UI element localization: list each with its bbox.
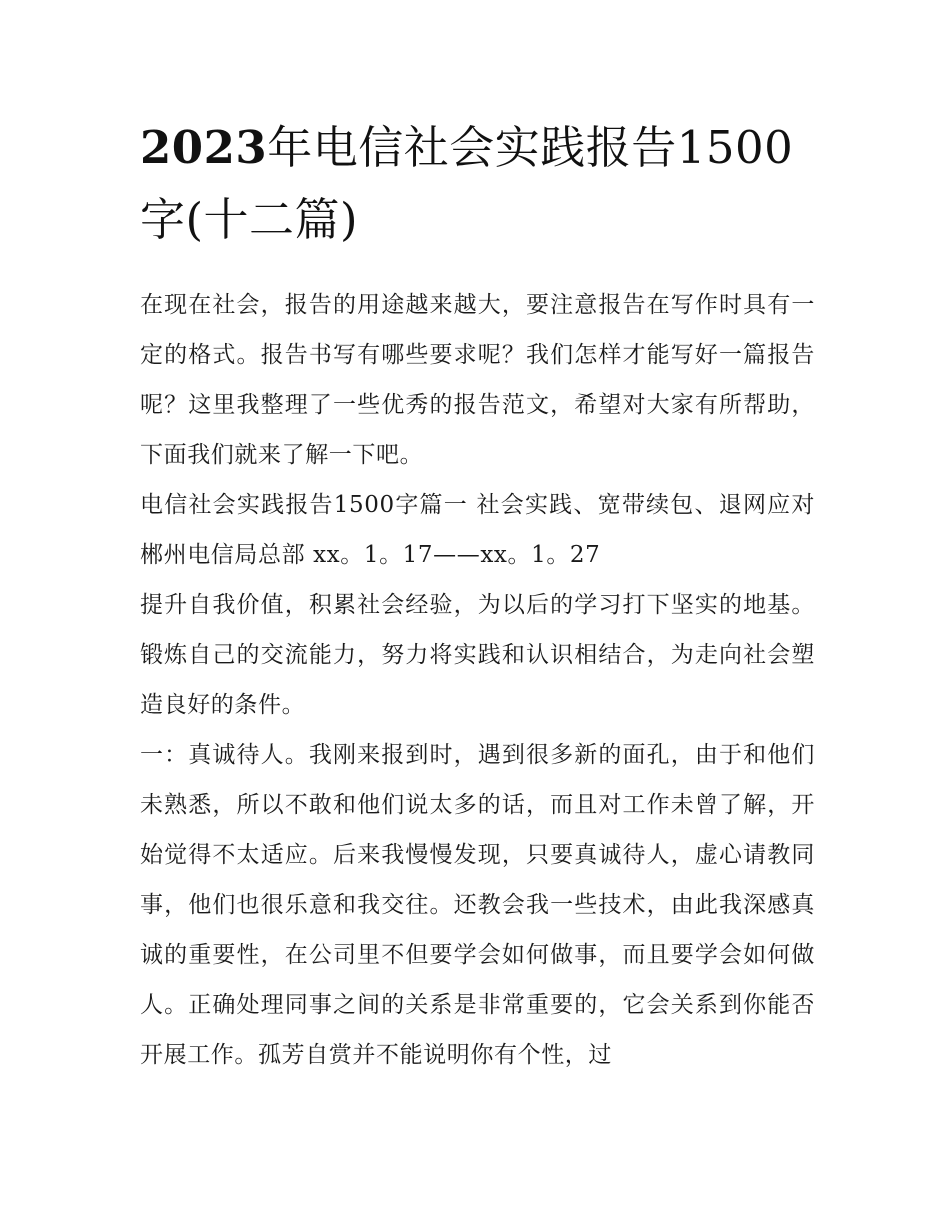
title-year: 2023 [140, 121, 268, 174]
document-body [140, 280, 815, 1080]
point-one-paragraph: 一：真诚待人。我刚来报到时，遇到很多新的面孔，由于和他们未熟悉，所以不敢和他们说太多的话，而且对工作未曾了解，开始觉得不太适应。后来我慢慢发现，只要真诚待人，虚心请教同事，他们也很乐意和我交往。还教会我一些技术，由此我深感真诚的重要性，在公司里不但要学会如何做事，而且要学会如何做人。正确处理同事之间的关系是非常重要的，它会关系到你能否开展工作。孤芳自赏并不能说明你有个性，过 [140, 742, 815, 1068]
title-text: 年电信社会实践报告1500字(十二篇) [140, 121, 794, 246]
document-title [140, 112, 815, 256]
document-content [140, 112, 815, 1080]
purpose-paragraph: 提升自我价值，积累社会经验，为以后的学习打下坚实的地基。锻炼自己的交流能力，努力将实践和认识相结合，为走向社会塑造良好的条件。 [140, 592, 815, 718]
intro-paragraph: 在现在社会，报告的用途越来越大，要注意报告在写作时具有一定的格式。报告书写有哪些要求呢？我们怎样才能写好一篇报告呢？这里我整理了一些优秀的报告范文，希望对大家有所帮助，下面我们就来了解一下吧。 [140, 292, 815, 468]
section-heading-paragraph: 电信社会实践报告1500字篇一 社会实践、宽带续包、退网应对 郴州电信局总部 xx。1。17——xx。1。27 [140, 492, 815, 568]
